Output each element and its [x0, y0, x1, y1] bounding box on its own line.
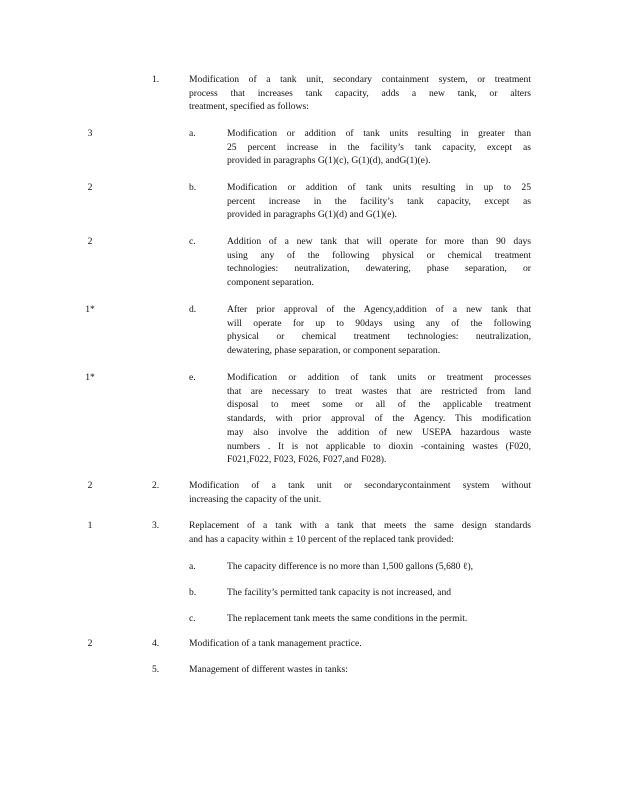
classification-label: 2 [87, 182, 93, 193]
subitem-letter: c. [189, 236, 196, 247]
classification-label: 2 [87, 480, 93, 491]
subitem-letter: c. [189, 613, 196, 624]
classification-label: 1 [87, 520, 93, 531]
provision-text [227, 586, 531, 600]
text-line: Modification or addition of tank units resulting in up to 25 [227, 182, 531, 193]
classification-label: 1* [85, 372, 95, 383]
provision-text [189, 519, 531, 546]
classification-label: 3 [87, 128, 93, 139]
classification-label: 1* [85, 304, 95, 315]
text-line: process that increases tank capacity, adds a new tank, or alters [189, 87, 531, 99]
text-line: numbers . It is not applicable to dioxin -containing wastes (F020, [227, 440, 531, 452]
text-line: Management of different wastes in tanks: [189, 664, 348, 675]
provision-text [227, 560, 531, 574]
provision-text [227, 127, 531, 168]
text-line: Modification or addition of tank units resulting in greater than [227, 128, 531, 139]
text-line: Addition of a new tank that will operate for more than 90 days [227, 236, 531, 247]
text-line: The facility’s permitted tank capacity is not increased, and [227, 587, 452, 598]
provision-text [227, 181, 531, 222]
provision-text [189, 479, 531, 506]
text-line: increasing the capacity of the unit. [189, 493, 322, 505]
provision-text [189, 663, 531, 677]
subitem-letter: a. [189, 561, 196, 572]
text-line: may also involve the addition of new USEPA hazardous waste [227, 426, 531, 438]
text-line: disposal to meet some or all of the applicable treatment [227, 399, 531, 411]
item-number: 4. [152, 638, 160, 649]
provision-text [189, 637, 531, 651]
text-line: that are necessary to treat wastes that are restricted from land [227, 385, 531, 397]
text-line: treatment, specified as follows: [189, 101, 309, 113]
text-line: The capacity difference is no more than 1,500 gallons (5,680 ℓ), [227, 561, 474, 572]
text-line: Modification or addition of tank units or treatment processes [227, 372, 531, 383]
text-line: Modification of a tank unit or secondarycontainment system without [189, 480, 531, 491]
item-number: 5. [152, 664, 160, 675]
item-number: 1. [152, 74, 160, 85]
subitem-letter: d. [189, 304, 197, 315]
provision-text [227, 303, 531, 358]
provision-text [227, 235, 531, 290]
text-line: component separation. [227, 277, 314, 289]
subitem-letter: b. [189, 182, 197, 193]
text-line: standards, with prior approval of the Agency. This modification [227, 413, 531, 425]
text-line: technologies: neutralization, dewatering, phase separation, or [227, 263, 531, 275]
text-line: provided in paragraphs G(1)(d) and G(1)(e). [227, 209, 397, 221]
text-line: Modification of a tank management practice. [189, 638, 362, 649]
item-number: 3. [152, 520, 160, 531]
item-number: 2. [152, 480, 160, 491]
text-line: Modification of a tank unit, secondary containment system, or treatment [189, 74, 531, 85]
provision-text [189, 73, 531, 114]
text-line: After prior approval of the Agency,addition of a new tank that [227, 304, 531, 315]
text-line: will operate for up to 90days using any of the following [227, 317, 531, 329]
text-line: F021,F022, F023, F026, F027,and F028). [227, 454, 387, 466]
classification-label: 2 [87, 638, 93, 649]
provision-text [227, 371, 531, 467]
text-line: provided in paragraphs G(1)(c), G(1)(d), andG(1)(e). [227, 155, 431, 167]
text-line: and has a capacity within ± 10 percent of the replaced tank provided: [189, 533, 454, 545]
text-line: physical or chemical treatment technologies: neutralization, [227, 331, 531, 343]
text-line: The replacement tank meets the same conditions in the permit. [227, 613, 468, 624]
text-line: using any of the following physical or chemical treatment [227, 249, 531, 261]
subitem-letter: a. [189, 128, 196, 139]
subitem-letter: b. [189, 587, 197, 598]
subitem-letter: e. [189, 372, 196, 383]
text-line: percent increase in the facility’s tank capacity, except as [227, 195, 531, 207]
text-line: Replacement of a tank with a tank that meets the same design standards [189, 520, 531, 531]
classification-label: 2 [87, 236, 93, 247]
provision-text [227, 612, 531, 626]
text-line: 25 percent increase in the facility’s tank capacity, except as [227, 141, 531, 153]
text-line: dewatering, phase separation, or component separation. [227, 345, 441, 357]
